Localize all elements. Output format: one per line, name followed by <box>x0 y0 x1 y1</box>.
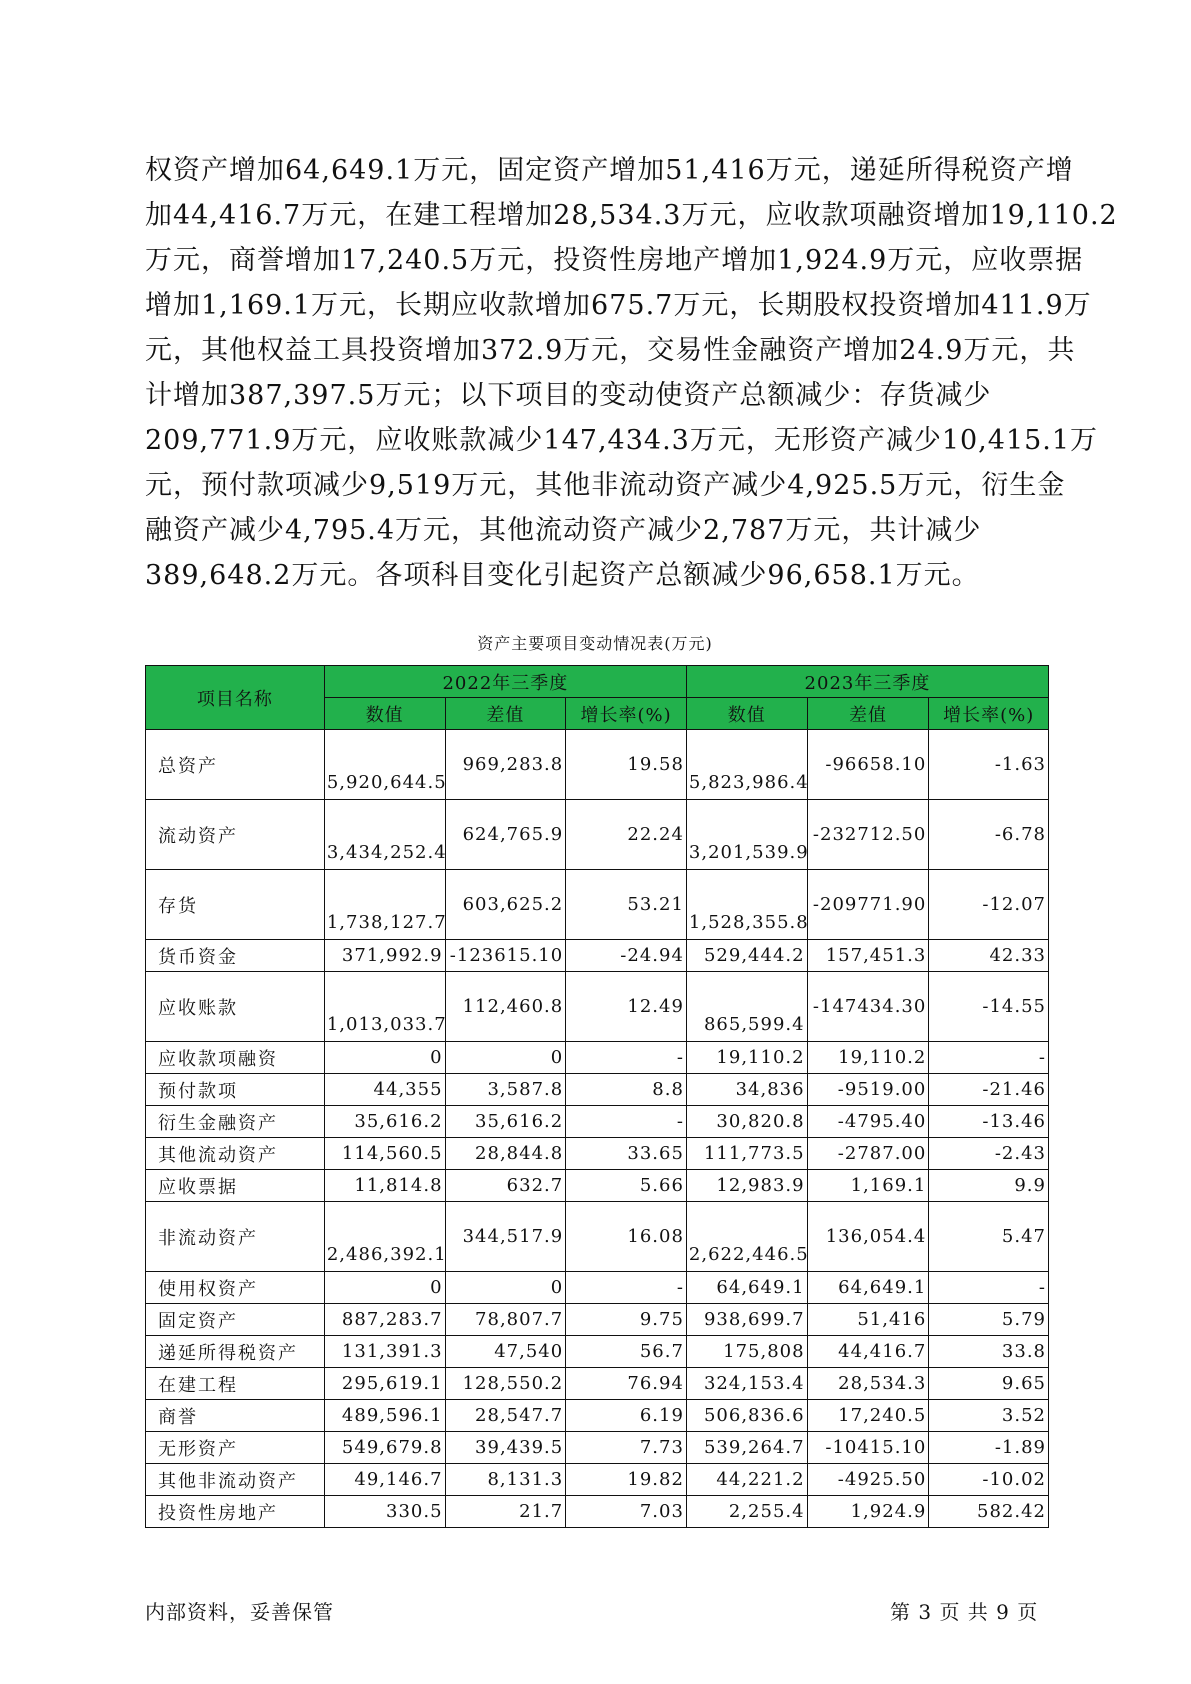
diff-2022-cell: -123615.10 <box>445 940 566 972</box>
table-row <box>146 1336 1049 1368</box>
value-2022-cell: 49,146.7 <box>324 1464 445 1496</box>
value-2022-cell: 11,814.8 <box>324 1170 445 1202</box>
diff-2022-cell: 21.7 <box>445 1496 566 1528</box>
header-diff-2022: 差值 <box>445 698 566 730</box>
growth-2022-cell: 76.94 <box>566 1368 687 1400</box>
diff-2023-cell: 1,169.1 <box>807 1170 929 1202</box>
diff-2022-cell: 28,844.8 <box>445 1138 566 1170</box>
growth-2023-cell: 5.79 <box>929 1304 1049 1336</box>
growth-2022-cell: 12.49 <box>566 972 687 1042</box>
value-2022-cell: 44,355 <box>324 1074 445 1106</box>
table-row <box>146 940 1049 972</box>
diff-2022-cell: 603,625.2 <box>445 870 566 940</box>
paragraph-line: 209,771.9万元，应收账款减少147,434.3万元，无形资产减少10,415.1万 <box>145 425 1099 456</box>
value-2023-cell: 529,444.2 <box>686 940 807 972</box>
growth-2022-cell: 6.19 <box>566 1400 687 1432</box>
growth-2022-cell: - <box>566 1106 687 1138</box>
table-row <box>146 1432 1049 1464</box>
growth-2023-cell: - <box>929 1042 1049 1074</box>
row-name-cell: 流动资产 <box>146 800 325 870</box>
row-name-cell: 存货 <box>146 870 325 940</box>
paragraph-line: 万元，商誉增加17,240.5万元，投资性房地产增加1,924.9万元，应收票据 <box>145 245 1084 276</box>
diff-2023-cell: 19,110.2 <box>807 1042 929 1074</box>
row-name-cell: 其他非流动资产 <box>146 1464 325 1496</box>
diff-2022-cell: 128,550.2 <box>445 1368 566 1400</box>
diff-2023-cell: -9519.00 <box>807 1074 929 1106</box>
diff-2022-cell: 35,616.2 <box>445 1106 566 1138</box>
growth-2022-cell: -24.94 <box>566 940 687 972</box>
diff-2022-cell: 0 <box>445 1272 566 1304</box>
growth-2023-cell: -14.55 <box>929 972 1049 1042</box>
value-2023-cell: 175,808 <box>686 1336 807 1368</box>
header-item-name: 项目名称 <box>146 666 325 730</box>
value-2022-cell: 3,434,252.4 <box>324 800 445 870</box>
value-2023-cell: 539,264.7 <box>686 1432 807 1464</box>
value-2022-cell: 549,679.8 <box>324 1432 445 1464</box>
diff-2023-cell: -147434.30 <box>807 972 929 1042</box>
table-body <box>146 730 1049 1528</box>
row-name-cell: 在建工程 <box>146 1368 325 1400</box>
value-2022-cell: 1,013,033.7 <box>324 972 445 1042</box>
row-name-cell: 投资性房地产 <box>146 1496 325 1528</box>
value-2023-cell: 111,773.5 <box>686 1138 807 1170</box>
growth-2022-cell: 7.73 <box>566 1432 687 1464</box>
value-2022-cell: 887,283.7 <box>324 1304 445 1336</box>
header-2022q3: 2022年三季度 <box>324 666 686 698</box>
value-2022-cell: 0 <box>324 1042 445 1074</box>
value-2022-cell: 35,616.2 <box>324 1106 445 1138</box>
paragraph-line: 权资产增加64,649.1万元，固定资产增加51,416万元，递延所得税资产增 <box>145 155 1074 186</box>
footer-confidential-note: 内部资料，妥善保管 <box>145 1600 334 1624</box>
value-2023-cell: 865,599.4 <box>686 972 807 1042</box>
value-2023-cell: 19,110.2 <box>686 1042 807 1074</box>
row-name-cell: 衍生金融资产 <box>146 1106 325 1138</box>
table-row <box>146 1138 1049 1170</box>
value-2023-cell: 938,699.7 <box>686 1304 807 1336</box>
value-2022-cell: 489,596.1 <box>324 1400 445 1432</box>
table-header <box>146 666 1049 730</box>
footer-page-number: 第 3 页 共 9 页 <box>890 1600 1039 1624</box>
growth-2022-cell: 56.7 <box>566 1336 687 1368</box>
diff-2023-cell: -4795.40 <box>807 1106 929 1138</box>
paragraph-line: 加44,416.7万元，在建工程增加28,534.3万元，应收款项融资增加19,110.2 <box>145 200 1118 231</box>
growth-2023-cell: -13.46 <box>929 1106 1049 1138</box>
value-2022-cell: 371,992.9 <box>324 940 445 972</box>
value-2023-cell: 2,622,446.5 <box>686 1202 807 1272</box>
diff-2023-cell: 157,451.3 <box>807 940 929 972</box>
table-row <box>146 1304 1049 1336</box>
row-name-cell: 固定资产 <box>146 1304 325 1336</box>
row-name-cell: 应收账款 <box>146 972 325 1042</box>
row-name-cell: 无形资产 <box>146 1432 325 1464</box>
table-row <box>146 870 1049 940</box>
paragraph-line: 融资产减少4,795.4万元，其他流动资产减少2,787万元，共计减少 <box>145 515 982 546</box>
diff-2023-cell: 136,054.4 <box>807 1202 929 1272</box>
growth-2022-cell: 53.21 <box>566 870 687 940</box>
row-name-cell: 商誉 <box>146 1400 325 1432</box>
diff-2023-cell: -209771.90 <box>807 870 929 940</box>
growth-2023-cell: -1.63 <box>929 730 1049 800</box>
value-2022-cell: 131,391.3 <box>324 1336 445 1368</box>
diff-2022-cell: 632.7 <box>445 1170 566 1202</box>
header-value-2022: 数值 <box>324 698 445 730</box>
paragraph-line: 元，预付款项减少9,519万元，其他非流动资产减少4,925.5万元，衍生金 <box>145 470 1066 501</box>
row-name-cell: 递延所得税资产 <box>146 1336 325 1368</box>
table-row <box>146 1106 1049 1138</box>
growth-2022-cell: - <box>566 1272 687 1304</box>
body-paragraph <box>145 148 1118 598</box>
row-name-cell: 其他流动资产 <box>146 1138 325 1170</box>
table-row <box>146 730 1049 800</box>
diff-2022-cell: 28,547.7 <box>445 1400 566 1432</box>
row-name-cell: 非流动资产 <box>146 1202 325 1272</box>
diff-2023-cell: 51,416 <box>807 1304 929 1336</box>
growth-2023-cell: -10.02 <box>929 1464 1049 1496</box>
growth-2022-cell: 7.03 <box>566 1496 687 1528</box>
growth-2022-cell: 33.65 <box>566 1138 687 1170</box>
paragraph-line: 元，其他权益工具投资增加372.9万元，交易性金融资产增加24.9万元，共 <box>145 335 1076 366</box>
diff-2023-cell: -10415.10 <box>807 1432 929 1464</box>
growth-2023-cell: 9.9 <box>929 1170 1049 1202</box>
diff-2022-cell: 39,439.5 <box>445 1432 566 1464</box>
value-2023-cell: 1,528,355.8 <box>686 870 807 940</box>
value-2023-cell: 64,649.1 <box>686 1272 807 1304</box>
growth-2023-cell: -6.78 <box>929 800 1049 870</box>
value-2022-cell: 295,619.1 <box>324 1368 445 1400</box>
row-name-cell: 预付款项 <box>146 1074 325 1106</box>
diff-2022-cell: 0 <box>445 1042 566 1074</box>
growth-2023-cell: - <box>929 1272 1049 1304</box>
header-diff-2023: 差值 <box>807 698 929 730</box>
table-row <box>146 1464 1049 1496</box>
growth-2023-cell: 5.47 <box>929 1202 1049 1272</box>
table-caption: 资产主要项目变动情况表(万元) <box>477 634 713 653</box>
diff-2023-cell: 17,240.5 <box>807 1400 929 1432</box>
table-row <box>146 1496 1049 1528</box>
value-2023-cell: 3,201,539.9 <box>686 800 807 870</box>
value-2023-cell: 324,153.4 <box>686 1368 807 1400</box>
diff-2023-cell: 44,416.7 <box>807 1336 929 1368</box>
table-row <box>146 800 1049 870</box>
table-row <box>146 1042 1049 1074</box>
growth-2022-cell: 19.58 <box>566 730 687 800</box>
growth-2022-cell: 9.75 <box>566 1304 687 1336</box>
growth-2022-cell: 16.08 <box>566 1202 687 1272</box>
asset-change-table <box>145 665 1049 1528</box>
header-growth-2023: 增长率(%) <box>929 698 1049 730</box>
diff-2022-cell: 624,765.9 <box>445 800 566 870</box>
diff-2022-cell: 969,283.8 <box>445 730 566 800</box>
row-name-cell: 货币资金 <box>146 940 325 972</box>
table-row <box>146 1074 1049 1106</box>
table-row <box>146 1272 1049 1304</box>
growth-2022-cell: 22.24 <box>566 800 687 870</box>
header-value-2023: 数值 <box>686 698 807 730</box>
value-2023-cell: 2,255.4 <box>686 1496 807 1528</box>
growth-2022-cell: - <box>566 1042 687 1074</box>
diff-2022-cell: 344,517.9 <box>445 1202 566 1272</box>
table-row <box>146 1368 1049 1400</box>
value-2023-cell: 506,836.6 <box>686 1400 807 1432</box>
growth-2022-cell: 8.8 <box>566 1074 687 1106</box>
diff-2023-cell: 64,649.1 <box>807 1272 929 1304</box>
diff-2022-cell: 8,131.3 <box>445 1464 566 1496</box>
diff-2023-cell: -232712.50 <box>807 800 929 870</box>
value-2022-cell: 330.5 <box>324 1496 445 1528</box>
diff-2022-cell: 47,540 <box>445 1336 566 1368</box>
value-2023-cell: 34,836 <box>686 1074 807 1106</box>
value-2023-cell: 12,983.9 <box>686 1170 807 1202</box>
table-row <box>146 972 1049 1042</box>
diff-2023-cell: -4925.50 <box>807 1464 929 1496</box>
growth-2023-cell: 33.8 <box>929 1336 1049 1368</box>
growth-2022-cell: 19.82 <box>566 1464 687 1496</box>
growth-2023-cell: 582.42 <box>929 1496 1049 1528</box>
growth-2023-cell: -2.43 <box>929 1138 1049 1170</box>
paragraph-line: 增加1,169.1万元，长期应收款增加675.7万元，长期股权投资增加411.9万 <box>145 290 1092 321</box>
value-2023-cell: 44,221.2 <box>686 1464 807 1496</box>
value-2022-cell: 2,486,392.1 <box>324 1202 445 1272</box>
diff-2023-cell: -2787.00 <box>807 1138 929 1170</box>
row-name-cell: 使用权资产 <box>146 1272 325 1304</box>
paragraph-line: 计增加387,397.5万元；以下项目的变动使资产总额减少：存货减少 <box>145 380 992 411</box>
table-row <box>146 1170 1049 1202</box>
value-2022-cell: 0 <box>324 1272 445 1304</box>
row-name-cell: 应收票据 <box>146 1170 325 1202</box>
growth-2023-cell: -1.89 <box>929 1432 1049 1464</box>
value-2022-cell: 114,560.5 <box>324 1138 445 1170</box>
value-2022-cell: 1,738,127.7 <box>324 870 445 940</box>
growth-2023-cell: 9.65 <box>929 1368 1049 1400</box>
value-2023-cell: 5,823,986.4 <box>686 730 807 800</box>
row-name-cell: 应收款项融资 <box>146 1042 325 1074</box>
diff-2023-cell: 28,534.3 <box>807 1368 929 1400</box>
row-name-cell: 总资产 <box>146 730 325 800</box>
value-2023-cell: 30,820.8 <box>686 1106 807 1138</box>
table-row <box>146 1202 1049 1272</box>
diff-2022-cell: 112,460.8 <box>445 972 566 1042</box>
growth-2023-cell: 42.33 <box>929 940 1049 972</box>
growth-2023-cell: 3.52 <box>929 1400 1049 1432</box>
header-2023q3: 2023年三季度 <box>686 666 1048 698</box>
table-row <box>146 1400 1049 1432</box>
value-2022-cell: 5,920,644.5 <box>324 730 445 800</box>
diff-2022-cell: 3,587.8 <box>445 1074 566 1106</box>
diff-2022-cell: 78,807.7 <box>445 1304 566 1336</box>
diff-2023-cell: 1,924.9 <box>807 1496 929 1528</box>
growth-2022-cell: 5.66 <box>566 1170 687 1202</box>
paragraph-line: 389,648.2万元。各项科目变化引起资产总额减少96,658.1万元。 <box>145 560 980 591</box>
header-growth-2022: 增长率(%) <box>566 698 687 730</box>
growth-2023-cell: -21.46 <box>929 1074 1049 1106</box>
diff-2023-cell: -96658.10 <box>807 730 929 800</box>
growth-2023-cell: -12.07 <box>929 870 1049 940</box>
